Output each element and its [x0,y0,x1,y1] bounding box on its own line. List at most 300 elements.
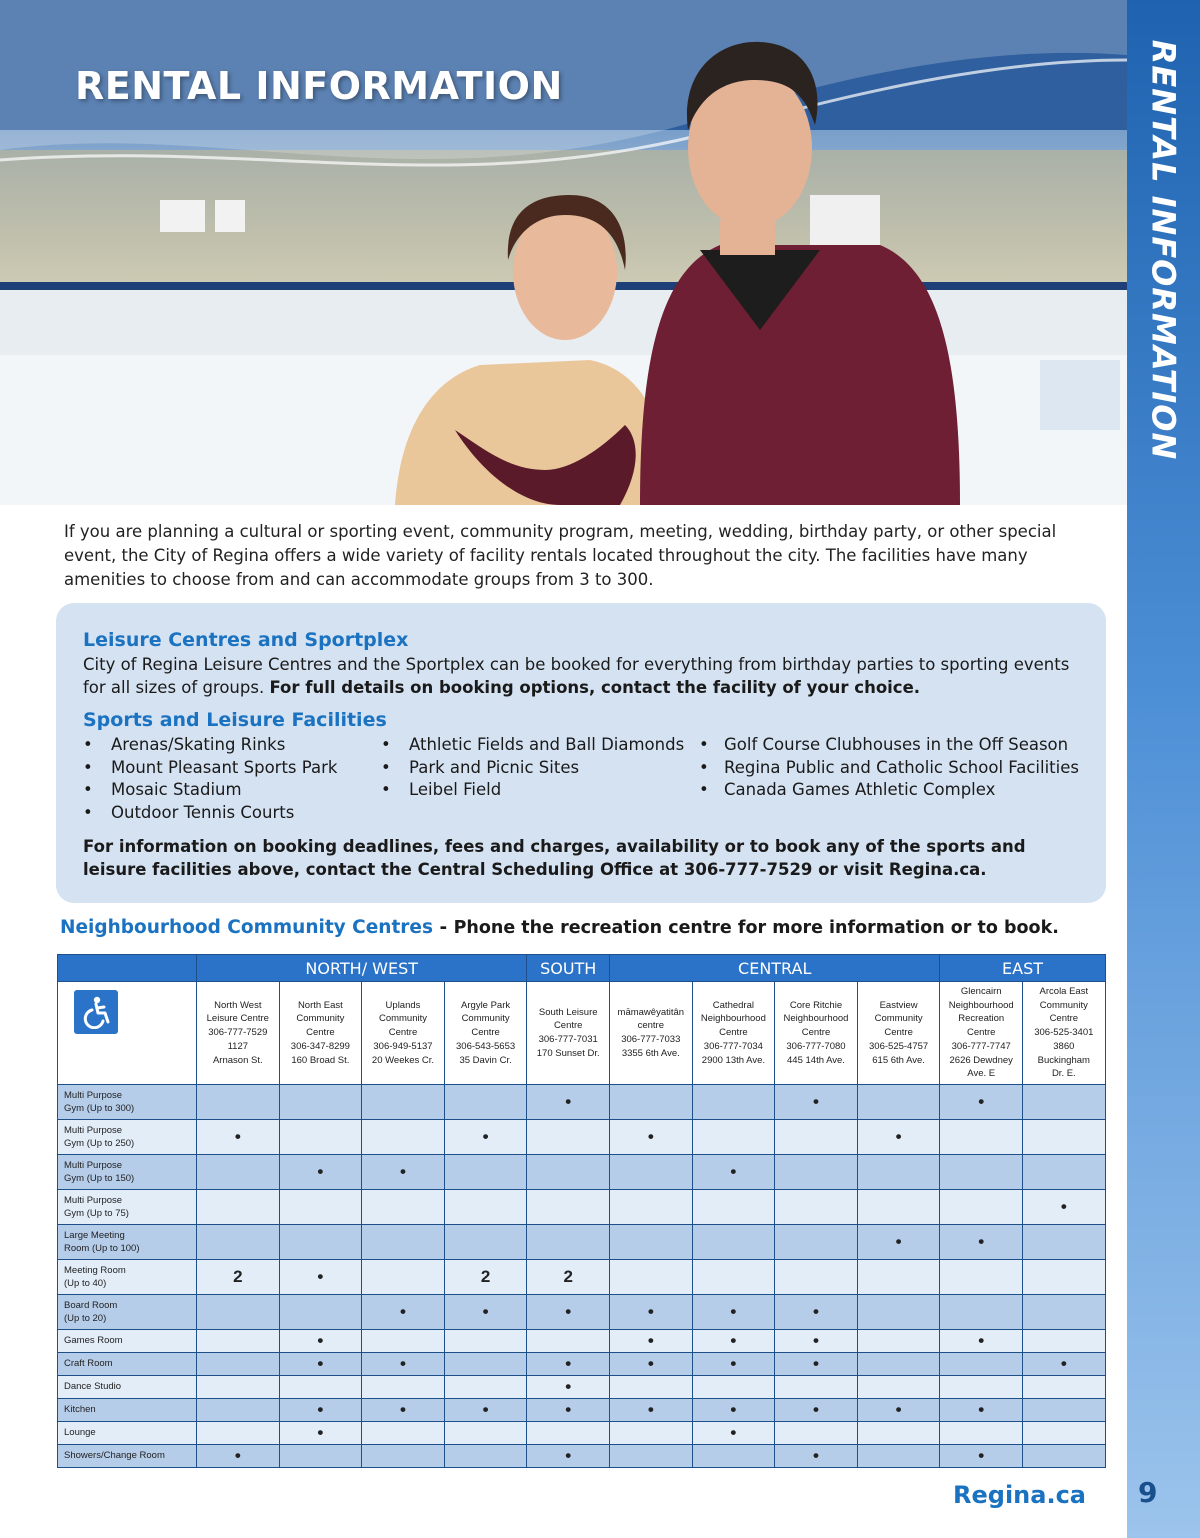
table-row [58,1353,1106,1376]
table-cell: • [692,1295,775,1330]
table-cell [362,1190,445,1225]
table-cell: • [279,1422,362,1445]
centre-line: North East [297,999,343,1011]
table-cell: • [775,1353,858,1376]
centre-line: Dr. E. [1051,1068,1076,1080]
table-cell [940,1295,1023,1330]
row-label-line: Gym (Up to 75) [64,1208,129,1219]
table-cell [940,1353,1023,1376]
centre-line: North West [214,999,262,1011]
centre-line: South Leisure [538,1006,598,1018]
table-row [58,1155,1106,1190]
table-row [58,1376,1106,1399]
centre-header [775,982,858,1085]
centre-line: Ave. E [967,1068,996,1080]
centre-line: 445 14th Ave. [787,1054,845,1066]
table-cell: • [1023,1353,1106,1376]
table-cell [775,1120,858,1155]
table-cell [610,1155,693,1190]
table-row [58,1295,1106,1330]
centre-line: 2626 Dewdney [949,1054,1013,1066]
table-cell [362,1422,445,1445]
table-cell: • [610,1399,693,1422]
table-cell [1023,1330,1106,1353]
row-label-line: Craft Room [64,1358,113,1370]
table-cell [775,1155,858,1190]
table-cell [857,1422,940,1445]
table-cell: • [527,1295,610,1330]
leisure-paragraph [83,653,1083,699]
list-item: • Athletic Fields and Ball Diamonds [381,734,684,757]
row-label-line: Showers/Change Room [64,1450,165,1462]
table-cell [527,1120,610,1155]
table-cell [362,1376,445,1399]
region-blank [58,955,197,982]
row-label [58,1120,197,1155]
centre-header [444,982,527,1085]
centre-line: 170 Sunset Dr. [536,1047,600,1059]
table-cell [775,1260,858,1295]
table-cell: • [279,1399,362,1422]
centre-line: Centre [306,1027,335,1039]
centre-line: Uplands [385,999,421,1011]
neighbourhood-subheading: Phone the recreation centre for more information or to book. [453,918,1059,938]
accessibility-cell [58,982,197,1085]
table-cell [610,1445,693,1468]
table-cell [940,1422,1023,1445]
table-cell [527,1422,610,1445]
centre-line: Neighbourhood [948,999,1014,1011]
facilities-info-box [56,603,1106,903]
centre-line: Glencairn [960,986,1002,998]
neighbourhood-heading-line [60,917,1059,938]
list-item: • Regina Public and Catholic School Facilities [699,757,1079,780]
table-cell [197,1376,280,1399]
table-row [58,1085,1106,1120]
table-cell: • [362,1353,445,1376]
centre-header [527,982,610,1085]
centre-line: Community [461,1013,510,1025]
table-cell: • [527,1376,610,1399]
side-title: RENTAL INFORMATION [1144,39,1183,461]
centre-line: Cathedral [712,999,754,1011]
centre-line: Centre [801,1027,831,1039]
table-cell [279,1225,362,1260]
row-label-line: Gym (Up to 150) [64,1173,135,1184]
table-cell: • [857,1399,940,1422]
table-body [58,1085,1106,1468]
list-item: • Canada Games Athletic Complex [699,779,1079,802]
centre-line: Community [296,1013,345,1025]
table-cell [692,1376,775,1399]
table-cell: • [444,1399,527,1422]
booking-contact: For information on booking deadlines, fees and charges, availability or to book any of the sports and leisure facilities above, contact the Central Scheduling Office at 306-777-7529 or visit Regina.ca. [83,837,1026,879]
table-cell: • [775,1085,858,1120]
table-cell [857,1330,940,1353]
centre-line: Community [1039,999,1088,1011]
row-label-line: Games Room [64,1335,123,1347]
row-label-line: Kitchen [64,1404,96,1416]
table-cell [610,1422,693,1445]
region-north-west: NORTH/ WEST [197,955,527,982]
table-cell [940,1120,1023,1155]
centre-line: 306-777-7033 [621,1034,681,1045]
list-item: • Park and Picnic Sites [381,757,684,780]
centre-line: māmawêyatitân [617,1006,685,1018]
table-cell [1023,1422,1106,1445]
centre-line: Recreation [958,1013,1005,1025]
table-cell: • [279,1260,362,1295]
centre-line: Argyle Park [461,999,511,1011]
table-cell: 2 [197,1260,280,1295]
row-label [58,1399,197,1422]
table-row [58,1190,1106,1225]
row-label [58,1445,197,1468]
centre-header-row [58,982,1106,1085]
banner [160,200,205,232]
table-cell [362,1225,445,1260]
table-cell [1023,1376,1106,1399]
table-cell: • [1023,1190,1106,1225]
accessibility-icon [74,990,118,1034]
table-cell: • [610,1120,693,1155]
table-cell [362,1085,445,1120]
table-cell [527,1330,610,1353]
row-label [58,1085,197,1120]
table-cell: • [610,1353,693,1376]
table-cell [197,1155,280,1190]
centre-line: Community [874,1013,923,1025]
table-cell [527,1225,610,1260]
row-label-line: Gym (Up to 250) [64,1138,135,1149]
hero-photo [0,0,1127,505]
table-cell [692,1190,775,1225]
footer-url[interactable]: Regina.ca [953,1481,1086,1509]
table-cell: • [362,1155,445,1190]
table-cell [857,1376,940,1399]
table-row [58,1330,1106,1353]
centre-line: Neighbourhood [783,1013,849,1025]
centre-line: 306-777-7080 [786,1040,846,1052]
table-cell: • [279,1353,362,1376]
table-cell [1023,1445,1106,1468]
centre-line: Centre [553,1020,583,1032]
table-cell [197,1190,280,1225]
centre-line: Leisure Centre [206,1013,269,1025]
row-label-line: Meeting Room [64,1264,126,1276]
row-label-line: Room (Up to 100) [64,1243,140,1254]
table-cell [444,1085,527,1120]
table-row [58,1399,1106,1422]
table-cell [857,1190,940,1225]
table-cell [940,1155,1023,1190]
page-number: 9 [1138,1476,1158,1509]
table-row [58,1120,1106,1155]
table-cell [940,1190,1023,1225]
row-label [58,1295,197,1330]
table-cell: • [775,1445,858,1468]
table-cell [197,1085,280,1120]
table-cell: • [940,1085,1023,1120]
table-cell [444,1225,527,1260]
row-label-line: Multi Purpose [64,1194,123,1206]
banner [810,195,880,250]
table-cell [279,1445,362,1468]
table-cell [692,1120,775,1155]
sign [1040,360,1120,430]
centre-line: 306-543-5653 [456,1040,516,1052]
centre-line: Arnason St. [212,1054,263,1066]
table-cell [610,1260,693,1295]
page-title: RENTAL INFORMATION [75,64,563,108]
table-cell [857,1155,940,1190]
table-cell [527,1190,610,1225]
table-cell [444,1445,527,1468]
table-cell: • [940,1330,1023,1353]
table-cell: • [197,1445,280,1468]
centre-line: 615 6th Ave. [872,1054,925,1066]
row-label [58,1225,197,1260]
centre-line: 3355 6th Ave. [621,1047,680,1059]
centre-header [857,982,940,1085]
table-cell: • [692,1399,775,1422]
table-cell [1023,1120,1106,1155]
table-cell [527,1155,610,1190]
centre-line: 160 Broad St. [291,1054,350,1066]
table-cell: • [857,1120,940,1155]
table-cell [444,1190,527,1225]
table-cell: • [362,1295,445,1330]
centre-header [362,982,445,1085]
table-cell [692,1260,775,1295]
list-item: • Leibel Field [381,779,684,802]
table-cell: • [362,1399,445,1422]
list-item: • Mount Pleasant Sports Park [83,757,337,780]
table-cell [279,1376,362,1399]
table-cell [197,1295,280,1330]
table-cell [1023,1295,1106,1330]
row-label-line: (Up to 20) [64,1313,107,1324]
centre-line: Centre [471,1027,500,1039]
row-label [58,1422,197,1445]
leisure-bold: For full details on booking options, contact the facility of your choice. [269,678,921,697]
table-cell [197,1330,280,1353]
table-cell: • [775,1295,858,1330]
row-label [58,1376,197,1399]
row-label [58,1190,197,1225]
centre-line: 306-777-7034 [703,1040,763,1052]
row-label [58,1155,197,1190]
table-cell [444,1155,527,1190]
table-cell: • [692,1422,775,1445]
row-label [58,1260,197,1295]
row-label-line: (Up to 40) [64,1278,107,1289]
table-cell: • [279,1330,362,1353]
facility-list-2 [381,734,684,802]
centre-line: Centre [884,1027,913,1039]
table-cell [857,1085,940,1120]
list-item: • Mosaic Stadium [83,779,337,802]
centre-line: Buckingham [1037,1054,1090,1066]
table-cell [444,1353,527,1376]
row-label-line: Multi Purpose [64,1159,123,1171]
centre-header [940,982,1023,1085]
table-cell [197,1225,280,1260]
centre-header [279,982,362,1085]
table-cell [362,1330,445,1353]
centre-line: Neighbourhood [700,1013,766,1025]
centre-line: Centre [966,1027,996,1039]
centre-line: 3860 [1053,1040,1075,1052]
list-item: • Outdoor Tennis Courts [83,802,337,825]
table-cell: 2 [527,1260,610,1295]
centre-line: 1127 [227,1040,249,1052]
sports-heading: Sports and Leisure Facilities [83,709,387,731]
table-row [58,1445,1106,1468]
table-cell [279,1295,362,1330]
centre-line: 2900 13th Ave. [701,1054,765,1066]
centre-line: 306-525-3401 [1034,1027,1094,1039]
facility-list-1 [83,734,337,824]
table-cell [940,1376,1023,1399]
table-cell [610,1376,693,1399]
table-cell [1023,1260,1106,1295]
table-cell: • [279,1155,362,1190]
row-label-line: Multi Purpose [64,1124,123,1136]
table-cell [444,1376,527,1399]
centre-line: 35 Davin Cr. [459,1054,512,1066]
table-cell: • [775,1330,858,1353]
table-row [58,1260,1106,1295]
table-cell: • [692,1353,775,1376]
table-cell: • [940,1445,1023,1468]
table-cell [279,1085,362,1120]
row-label-line: Dance Studio [64,1381,122,1393]
table-cell: • [527,1085,610,1120]
row-label-line: Board Room [64,1299,118,1311]
centre-line: Centre [388,1027,418,1039]
table-cell [692,1085,775,1120]
table-cell [279,1190,362,1225]
table-cell [362,1120,445,1155]
table-cell: • [692,1330,775,1353]
table-cell: • [527,1399,610,1422]
centre-line: 306-777-7747 [951,1040,1011,1052]
table-cell: • [857,1225,940,1260]
facility-list-3 [699,734,1079,802]
table-cell: • [527,1353,610,1376]
region-south: SOUTH [527,955,610,982]
table-cell [444,1422,527,1445]
table-cell: • [444,1295,527,1330]
table-cell [1023,1225,1106,1260]
row-label [58,1330,197,1353]
centre-line: 306-347-8299 [290,1040,350,1052]
centre-line: Centre [719,1027,748,1039]
table-cell [692,1445,775,1468]
centre-line: Core Ritchie [789,999,843,1011]
table-cell [857,1260,940,1295]
table-cell [362,1445,445,1468]
table-cell [279,1120,362,1155]
heading-separator: - [433,917,454,938]
leisure-text: City of Regina Leisure Centres and the Sportplex can be booked for everything from birthday parties to sporting events for all sizes of groups. [83,655,1070,697]
row-label-line: Lounge [64,1427,96,1439]
list-item: • Arenas/Skating Rinks [83,734,337,757]
row-label [58,1353,197,1376]
table-cell [857,1353,940,1376]
table-cell [775,1376,858,1399]
row-label-line: Large Meeting [64,1229,125,1241]
row-label-line: Gym (Up to 300) [64,1103,135,1114]
centre-line: 306-525-4757 [869,1040,929,1052]
neighbourhood-heading: Neighbourhood Community Centres [60,917,433,938]
table-cell [857,1445,940,1468]
table-cell: • [610,1330,693,1353]
centre-line: 20 Weekes Cr. [371,1054,435,1066]
row-label-line: Multi Purpose [64,1089,123,1101]
table-cell [362,1260,445,1295]
table-cell: • [940,1399,1023,1422]
centre-line: centre [637,1020,664,1032]
table-cell [610,1190,693,1225]
table-cell [857,1295,940,1330]
table-cell [1023,1085,1106,1120]
table-cell [775,1225,858,1260]
region-east: EAST [940,955,1105,982]
table-cell [197,1399,280,1422]
intro-paragraph: If you are planning a cultural or sporting event, community program, meeting, wedding, birthday party, or other special event, the City of Regina offers a wide variety of facility rentals located throughout the city. The facilities have many amenities to choose from and can accommodate groups from 3 to 300. [64,522,1057,589]
centre-line: 306-949-5137 [373,1040,433,1052]
table-cell [775,1190,858,1225]
side-title-wrap [1127,0,1200,500]
list-item: • Golf Course Clubhouses in the Off Season [699,734,1079,757]
table-cell: • [775,1399,858,1422]
centre-line: 306-777-7529 [208,1027,268,1039]
region-header-row [58,955,1106,982]
centre-header [610,982,693,1085]
table-cell [1023,1399,1106,1422]
table-cell [1023,1155,1106,1190]
centre-line: 306-777-7031 [538,1034,598,1045]
table-cell [197,1422,280,1445]
table-cell [940,1260,1023,1295]
table-cell: • [444,1120,527,1155]
table-cell [692,1225,775,1260]
table-cell [775,1422,858,1445]
wheelchair-icon [79,995,113,1029]
centre-header [1023,982,1106,1085]
table-row [58,1422,1106,1445]
table-cell [610,1085,693,1120]
banner [215,200,245,232]
centre-line: Eastview [879,999,918,1011]
centre-header [692,982,775,1085]
table-cell: • [610,1295,693,1330]
table-cell: • [940,1225,1023,1260]
table-row [58,1225,1106,1260]
table-cell: • [197,1120,280,1155]
table-cell [444,1330,527,1353]
table-cell [197,1353,280,1376]
facilities-table [57,954,1106,1468]
table-cell: • [692,1155,775,1190]
region-central: CENTRAL [610,955,940,982]
leisure-heading: Leisure Centres and Sportplex [83,629,409,651]
table-cell [610,1225,693,1260]
centre-line: Community [378,1013,427,1025]
centre-header [197,982,280,1085]
